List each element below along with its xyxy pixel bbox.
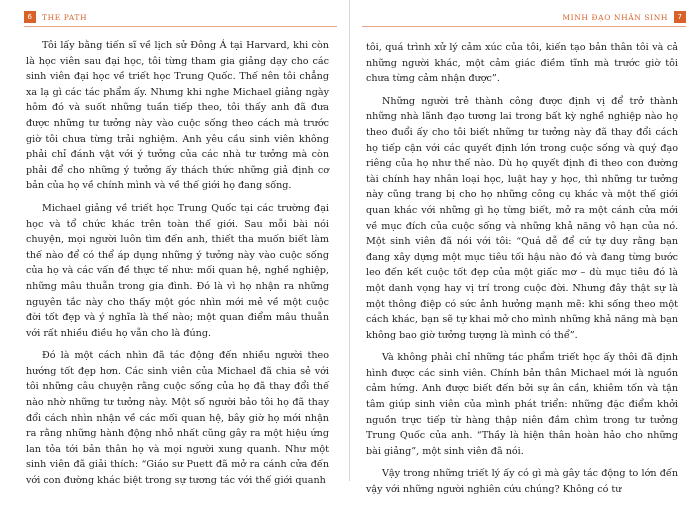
right-running-head: MINH ĐẠO NHÂN SINH xyxy=(562,12,668,22)
right-page-number: 7 xyxy=(674,11,686,23)
left-running-head: THE PATH xyxy=(42,12,88,22)
left-header-rule xyxy=(24,26,337,27)
paragraph: Vậy trong những triết lý ấy có gì mà gây tác động to lớn đến vậy với những người nghiên cứu chúng? Không có tư xyxy=(366,468,678,496)
left-page-number: 6 xyxy=(24,11,36,23)
paragraph: Michael giảng về triết học Trung Quốc tại các trường đại học và tổ chức khác trên toàn thế giới. Sau mỗi bài nói chuyện, mọi người luôn tìm đến anh, thiết tha muốn biết làm thế nào để có thể áp dụng những ý tưởng này vào cuộc sống của họ và các vấn đề thực tế như: mối quan hệ, nghề nghiệp, những mâu thuẫn trong gia đình. Đó là vì họ nhận ra những nguyên tắc này cho thấy một góc nhìn mới mẻ về một cuộc đời tốt đẹp và ý nghĩa là thế nào; một quan điểm mâu thuẫn với rất nhiều điều họ vẫn cho là đúng. xyxy=(26,202,329,339)
right-page-header xyxy=(366,10,686,24)
paragraph: Tôi lấy bằng tiến sĩ về lịch sử Đông Á tại Harvard, khi còn là học viên sau đại học, tôi từng tham gia giảng dạy cho các sinh viên đại học về triết học Trung Quốc. Thế nên tôi chẳng xa lạ gì các tác phẩm ấy. Nhưng khi nghe Michael giảng ngày hôm đó và suốt những tuần tiếp theo, tôi thấy anh đã đưa được những tư tưởng này vào cuộc sống theo cách mà trước giờ tôi chưa từng trải nghiệm. Anh yêu cầu sinh viên không phải chỉ đánh vật với ý tưởng của các nhà tư tưởng mà còn phải để cho những ý tưởng ấy thách thức những giả định cơ bản của họ về chính mình và về thế giới họ đang sống. xyxy=(26,40,329,192)
paragraph: tôi, quá trình xử lý cảm xúc của tôi, kiến tạo bản thân tôi và cả những người khác, một cảm giác điềm tĩnh mà trước giờ tôi chưa từng cảm nhận được”. xyxy=(366,42,678,85)
right-page xyxy=(350,0,700,496)
paragraph: Và không phải chỉ những tác phẩm triết học ấy thôi đã định hình được các sinh viên. Chính bản thân Michael mới là nguồn cảm hứng. Anh được biết đến bởi sự ân cần, khiêm tốn và tận tâm giúp sinh viên của mình phát triển: những đặc điểm khởi nguồn trực tiếp từ hàng thập niên đắm chìm trong tư tưởng Trung Quốc của anh. “Thầy là hiện thân hoàn hảo cho những bài giảng”, một sinh viên đã nói. xyxy=(366,352,678,457)
left-page-header xyxy=(24,10,333,24)
paragraph: Những người trẻ thành công được định vị để trở thành những nhà lãnh đạo tương lai trong bất kỳ nghề nghiệp nào họ theo đuổi ấy cho tôi biết những tư tưởng này đã thay đổi cách họ tiếp cận với các quyết định lớn trong cuộc sống và quý đạo riêng của họ như thế nào. Dù họ quyết định đi theo con đường tài chính hay nhân loại học, luật hay y học, thì những tư tưởng này cũng trang bị cho họ những công cụ khác và một thế giới quan khác với những gì họ từng biết, mở ra một cánh cửa mới về mục đích của cuộc sống và những khả năng vô hạn của nó. Một sinh viên đã nói với tôi: “Quá dễ để cứ tự duy rằng bạn đang xây dựng một mục tiêu tối hậu nào đó và đang từng bước leo đến kết cuộc tốt đẹp của một giấc mơ – dù mục tiêu đó là một danh vọng hay vị trí trong cuộc đời. Nhưng đây thật sự là một thông điệp có sức ảnh hưởng mạnh mẽ: khi sống theo một cách khác, bạn sẽ tự khai mở cho mình những khả năng mà bạn không bao giờ tưởng tượng là mình có thể”. xyxy=(366,95,678,341)
right-header-rule xyxy=(362,26,686,27)
paragraph: Đó là một cách nhìn đã tác động đến nhiều người theo hướng tốt đẹp hơn. Các sinh viên của Michael đã chia sẻ với tôi những câu chuyện rằng cuộc sống của họ đã thay đổi thế nào nhờ những tư tưởng này. Một số người bảo tôi họ đã thay đổi cách nhìn nhận về các mối quan hệ, bây giờ họ mới nhận ra rằng những hành động nhỏ nhất cũng gây ra một hiệu ứng lan tỏa tới bản thân họ và mọi người xung quanh. Như một sinh viên đã giải thích: “Giáo sư Puett đã mở ra cánh cửa đến với con đường khác biệt trong sự tương tác với thế giới quanh xyxy=(26,350,329,487)
left-page xyxy=(0,0,350,487)
right-page-body xyxy=(366,40,678,505)
left-page-body xyxy=(26,38,329,496)
